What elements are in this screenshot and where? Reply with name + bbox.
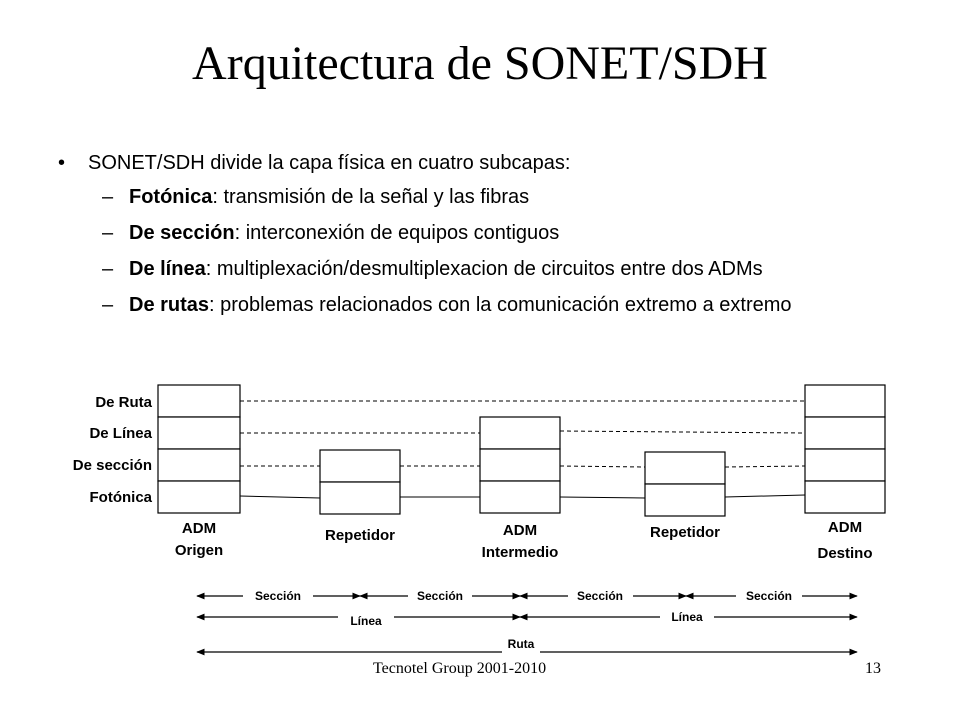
- span-label-seccion: Sección: [745, 589, 793, 603]
- bullet-mark: •: [58, 152, 66, 174]
- span-label-linea: Línea: [671, 610, 703, 624]
- main-bullet-text: SONET/SDH divide la capa física en cuatro subcapas:: [88, 152, 571, 174]
- page-number: 13: [865, 660, 881, 677]
- dash-mark: –: [102, 186, 114, 208]
- main-bullet: [52, 150, 912, 176]
- dash-mark: –: [102, 294, 114, 316]
- sub-bullet-seccion: [52, 220, 912, 246]
- dash-mark: –: [102, 222, 114, 244]
- sub-bullet-fotonica: [52, 184, 912, 210]
- sonet-layer-diagram: [0, 370, 960, 660]
- footer-credit: Tecnotel Group 2001-2010: [373, 660, 547, 677]
- device-label-adm: ADM: [181, 520, 217, 537]
- sub-term: De rutas: [129, 294, 210, 316]
- device-label-adm: ADM: [502, 522, 538, 539]
- span-label-seccion: Sección: [576, 589, 624, 603]
- span-label-seccion: Sección: [254, 589, 302, 603]
- device-label-destino: Destino: [817, 545, 873, 562]
- device-label-repetidor: Repetidor: [324, 527, 396, 544]
- device-label-repetidor: Repetidor: [649, 524, 721, 541]
- layer-label-ruta: De Ruta: [95, 394, 152, 411]
- sub-term: De sección: [129, 222, 235, 244]
- sub-text: : problemas relacionados con la comunicación extremo a extremo: [209, 294, 792, 316]
- sub-bullet-linea: [52, 256, 912, 282]
- sub-term: De línea: [129, 258, 206, 280]
- span-label-linea: Línea: [350, 614, 382, 628]
- span-label-ruta: Ruta: [507, 637, 535, 651]
- repetidor-1-stack: [320, 450, 400, 514]
- adm-destino-stack: [805, 385, 885, 513]
- adm-origen-stack: [158, 385, 240, 513]
- slide-title: Arquitectura de SONET/SDH: [192, 37, 768, 90]
- sub-bullet-rutas: [52, 292, 912, 318]
- layer-label-seccion: De sección: [72, 457, 152, 474]
- adm-intermedio-stack: [480, 417, 560, 513]
- device-label-origen: Origen: [174, 542, 224, 559]
- bullet-list: [52, 150, 912, 318]
- device-label-adm: ADM: [827, 519, 863, 536]
- dash-mark: –: [102, 258, 114, 280]
- repetidor-2-stack: [645, 452, 725, 516]
- device-label-intermedio: Intermedio: [481, 544, 559, 561]
- layer-label-fotonica: Fotónica: [89, 489, 152, 506]
- sub-text: : transmisión de la señal y las fibras: [212, 186, 530, 208]
- sub-term: Fotónica: [129, 186, 213, 208]
- sub-text: : interconexión de equipos contiguos: [234, 222, 560, 244]
- layer-label-linea: De Línea: [89, 425, 152, 442]
- sub-text: : multiplexación/desmultiplexacion de circuitos entre dos ADMs: [205, 258, 763, 280]
- span-label-seccion: Sección: [416, 589, 464, 603]
